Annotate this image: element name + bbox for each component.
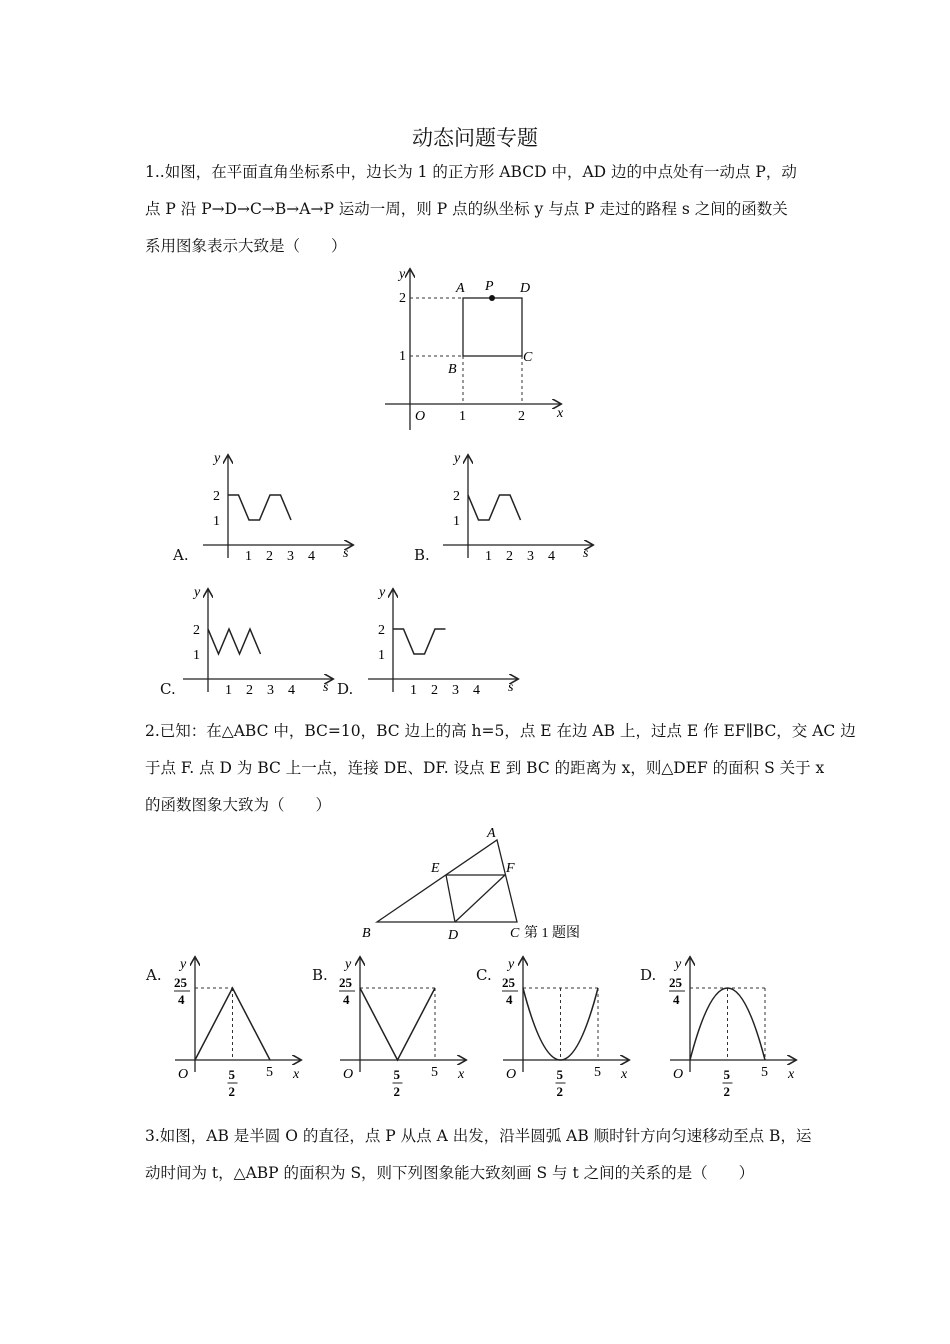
y-axis-label: y [379,585,386,600]
origin-label: O [506,1067,517,1082]
s-tick-label: 3 [452,683,459,697]
svg-text:2: 2 [518,409,525,424]
q2-option-a-label[interactable]: A. [146,966,162,984]
function-curve [393,629,446,654]
svg-text:D: D [520,281,531,296]
svg-text:C: C [523,350,533,365]
svg-text:C: C [510,926,520,941]
xmid-numerator: 5 [228,1067,235,1082]
origin-label: O [178,1067,189,1082]
svg-text:P: P [485,279,494,294]
q2-line-1: 2.已知：在△ABC 中，BC=10，BC 边上的高 h=5，点 E 在边 AB 上，过点 E 作 EF∥BC，交 AC 边 [145,722,856,740]
svg-text:B: B [362,926,371,941]
q2-line-3: 的函数图象大致为（ ） [145,796,332,814]
s-tick-label: 3 [527,549,534,563]
q2-triangle-figure [355,822,605,947]
question-2-text [145,713,856,824]
xmid-denominator: 2 [393,1084,400,1099]
q1-option-d-graph[interactable] [365,582,525,697]
y-axis-label: y [345,957,352,972]
s-tick-label: 2 [246,683,253,697]
s-tick-label: 1 [245,549,252,563]
ymax-numerator: 25 [502,975,515,990]
svg-text:y: y [399,267,406,282]
y-tick-label: 2 [213,489,220,504]
xend-label: 5 [761,1065,768,1080]
origin-label: O [343,1067,354,1082]
q2-option-d-graph[interactable] [665,954,805,1099]
svg-text:O: O [415,409,426,424]
s-tick-label: 3 [287,549,294,563]
q1-square-figure [375,262,575,432]
q2-option-c-graph[interactable] [498,954,638,1099]
svg-text:A: A [456,281,465,296]
y-tick-label: 1 [378,648,385,663]
svg-text:D: D [448,928,459,943]
question-3-text [145,1118,810,1192]
svg-text:x: x [557,406,564,421]
ymax-numerator: 25 [669,975,682,990]
xmid-numerator: 5 [393,1067,400,1082]
svg-text:E: E [431,861,440,876]
y-axis-label: y [454,451,461,466]
ymax-denominator: 4 [178,992,185,1007]
svg-text:F: F [506,861,515,876]
s-tick-label: 3 [267,683,274,697]
s-tick-label: 1 [225,683,232,697]
s-tick-label: 4 [548,549,555,563]
xend-label: 5 [431,1065,438,1080]
q1-line-3: 系用图象表示大致是（ ） [145,237,347,255]
x-axis-label: x [458,1067,465,1082]
s-axis-label: s [583,546,589,561]
question-1-text [145,154,810,265]
q1-option-c-label[interactable]: C. [160,680,176,698]
y-axis-label: y [675,957,682,972]
s-tick-label: 4 [473,683,480,697]
point-p [489,295,495,301]
s-tick-label: 2 [431,683,438,697]
q1-option-b-graph[interactable] [440,448,600,563]
function-curve [208,629,261,654]
q2-option-b-graph[interactable] [335,954,475,1099]
q1-option-c-graph[interactable] [180,582,340,697]
q1-option-b-label[interactable]: B. [414,546,430,564]
ymax-denominator: 4 [506,992,513,1007]
origin-label: O [673,1067,684,1082]
svg-text:1: 1 [459,409,466,424]
y-tick-label: 1 [213,514,220,529]
x-axis-label: x [621,1067,628,1082]
s-tick-label: 2 [266,549,273,563]
x-axis-label: x [788,1067,795,1082]
xend-label: 5 [594,1065,601,1080]
svg-text:1: 1 [399,349,406,364]
s-tick-label: 2 [506,549,513,563]
xmid-denominator: 2 [228,1084,235,1099]
s-tick-label: 4 [308,549,315,563]
function-curve [360,988,435,1060]
ymax-numerator: 25 [174,975,187,990]
q3-line-1: 3.如图，AB 是半圆 O 的直径，点 P 从点 A 出发，沿半圆弧 AB 顺时针方向匀速移动至点 B，运 [145,1127,812,1145]
y-axis-label: y [180,957,187,972]
ymax-numerator: 25 [339,975,352,990]
xmid-numerator: 5 [556,1067,563,1082]
x-axis-label: x [293,1067,300,1082]
q3-line-2: 动时间为 t，△ABP 的面积为 S，则下列图象能大致刻画 S 与 t 之间的关系的是（ ） [145,1164,755,1182]
q1-line-1: 1..如图，在平面直角坐标系中，边长为 1 的正方形 ABCD 中，AD 边的中点处有一动点 P，动 [145,163,797,181]
xmid-numerator: 5 [723,1067,730,1082]
q1-option-a-graph[interactable] [200,448,360,563]
q2-line-2: 于点 F. 点 D 为 BC 上一点，连接 DE、DF. 设点 E 到 BC 的距离为 x，则△DEF 的面积 S 关于 x [145,759,825,777]
y-tick-label: 1 [453,514,460,529]
segment-df [455,875,505,922]
y-axis-label: y [194,585,201,600]
q2-option-b-label[interactable]: B. [312,966,328,984]
y-axis-label: y [508,957,515,972]
q1-option-a-label[interactable]: A. [173,546,189,564]
ymax-denominator: 4 [673,992,680,1007]
svg-text:A: A [487,826,496,841]
ymax-denominator: 4 [343,992,350,1007]
s-tick-label: 1 [410,683,417,697]
s-axis-label: s [508,680,514,695]
square-abcd [463,298,522,356]
y-tick-label: 2 [378,623,385,638]
y-tick-label: 1 [193,648,200,663]
s-tick-label: 1 [485,549,492,563]
figure-caption: 第 1 题图 [524,926,580,941]
page-title: 动态问题专题 [412,126,538,150]
s-tick-label: 4 [288,683,295,697]
function-curve [228,495,291,520]
s-axis-label: s [343,546,349,561]
q2-option-d-label[interactable]: D. [640,966,657,984]
svg-text:B: B [448,362,457,377]
q1-option-d-label[interactable]: D. [337,680,354,698]
xmid-denominator: 2 [556,1084,563,1099]
xmid-denominator: 2 [723,1084,730,1099]
segment-de [446,875,455,922]
q1-line-2: 点 P 沿 P→D→C→B→A→P 运动一周，则 P 点的纵坐标 y 与点 P 走过的路程 s 之间的函数关 [145,200,788,218]
y-axis-label: y [214,451,221,466]
s-axis-label: s [323,680,329,695]
y-tick-label: 2 [193,623,200,638]
function-curve [468,495,521,520]
q2-option-a-graph[interactable] [170,954,310,1099]
svg-text:2: 2 [399,291,406,306]
y-tick-label: 2 [453,489,460,504]
q2-option-c-label[interactable]: C. [476,966,492,984]
xend-label: 5 [266,1065,273,1080]
